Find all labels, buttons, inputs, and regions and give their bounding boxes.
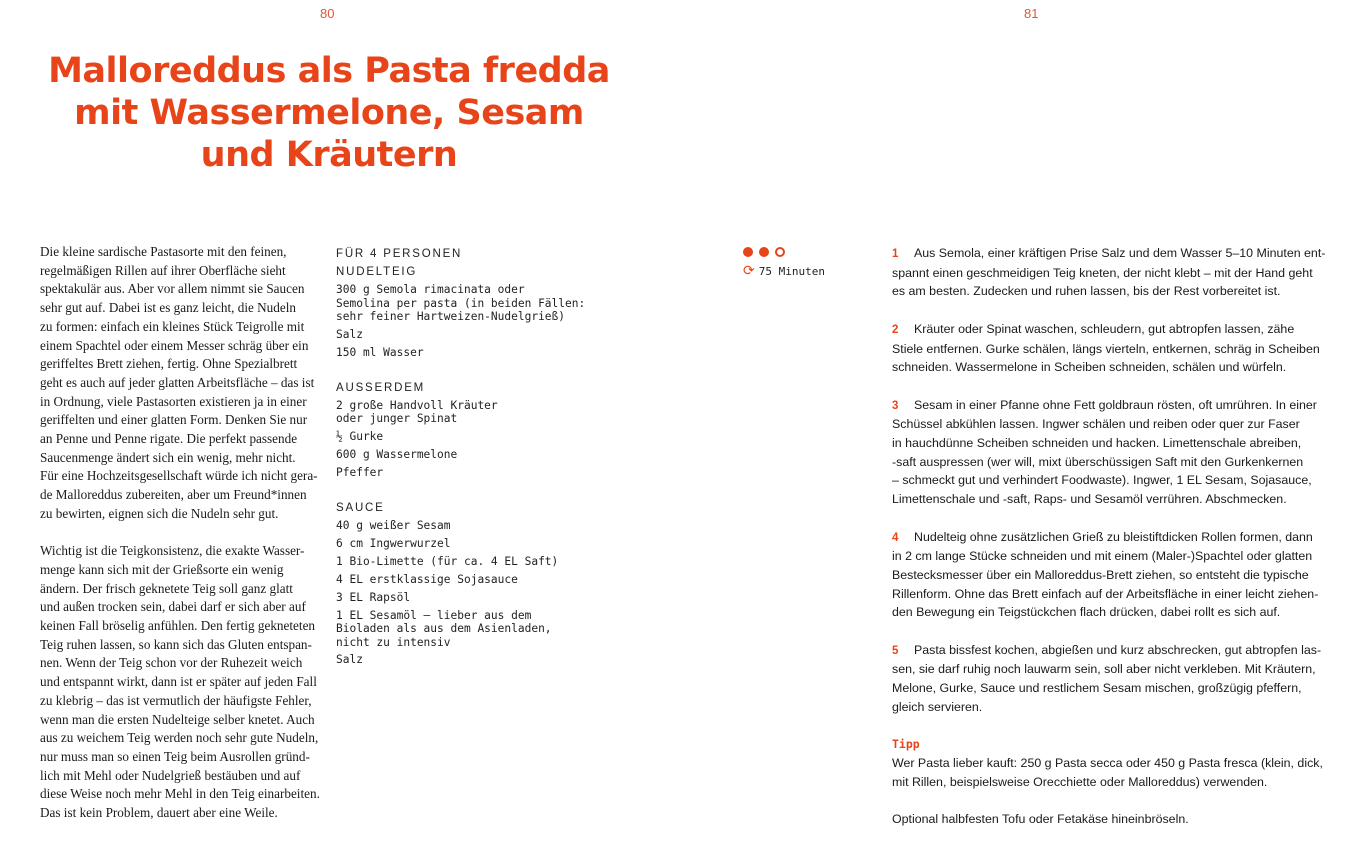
step-line: -saft auspressen (wer will, mixt überschüssigen Saft mit den Gurkenkernen xyxy=(892,454,1304,469)
text-line: und entspannt wirkt, dann ist er später auf jeden Fall xyxy=(40,674,317,690)
step-number: 2 xyxy=(892,323,899,336)
ingredient-item: 1 EL Sesamöl – lieber aus dem Bioladen als aus dem Asienladen, nicht zu intensiv xyxy=(336,608,552,649)
difficulty-dot-filled-icon xyxy=(759,247,769,257)
ingredient-item: ½ Gurke xyxy=(336,429,384,443)
ingredient-item: 3 EL Rapsöl xyxy=(336,590,411,604)
text-line: menge kann sich mit der Grießsorte ein wenig xyxy=(40,561,284,577)
step-line: schneiden. Wassermelone in Scheiben schneiden, schälen und würfeln. xyxy=(892,360,1287,375)
difficulty-rating xyxy=(743,247,785,257)
text-line: zu bewirten, eignen sich die Nudeln sehr gut. xyxy=(40,505,279,521)
text-line: geriffelten und einer glatten Form. Denken Sie nur xyxy=(40,412,308,428)
text-line: einem Spachtel oder einem Messer schräg über ein xyxy=(40,337,309,353)
recipe-title xyxy=(40,50,618,176)
step-number: 1 xyxy=(892,248,899,260)
step-line: 3 Sesam in einer Pfanne ohne Fett goldbraun rösten, oft umrühren. In einer xyxy=(892,396,1324,416)
text-line: de Malloreddus zubereiten, aber um Freund*innen xyxy=(40,487,307,503)
ingredient-item: 4 EL erstklassige Sojasauce xyxy=(336,572,518,586)
step-line: es am besten. Zudecken und ruhen lassen, bis der Rest vorbereitet ist. xyxy=(892,284,1281,299)
text-line: geriffeltes Brett ziehen, fertig. Ohne Spezialbrett xyxy=(40,356,298,372)
text-line: Saucenmenge ändert sich ein wenig, mehr nicht. xyxy=(40,449,296,465)
step-line: Melone, Gurke, Sauce und restlichem Sesam mischen, großzügig pfeffern, xyxy=(892,681,1302,696)
ingredient-item: Pfeffer xyxy=(336,465,384,479)
text-line: Teig ruhen lassen, so kann sich das Gluten entspan- xyxy=(40,636,312,652)
difficulty-dot-filled-icon xyxy=(743,247,753,257)
title-line: und Kräutern xyxy=(200,135,458,175)
tip-extra: Optional halbfesten Tofu oder Fetakäse hineinbröseln. xyxy=(892,812,1189,826)
step-item xyxy=(892,396,1324,509)
step-number: 4 xyxy=(892,531,899,544)
ingredient-item: Salz xyxy=(336,327,363,341)
text-line: spektakulär aus. Aber vor allem nimmt sie Saucen xyxy=(40,281,305,297)
step-line: 1 Aus Semola, einer kräftigen Prise Salz und dem Wasser 5–10 Minuten ent- xyxy=(892,244,1324,264)
page-number-left: 80 xyxy=(320,6,335,21)
text-line: keinen Fall bröselig anfühlen. Den fertig gekneteten xyxy=(40,618,316,634)
text-line: nen. Wenn der Teig schon vor der Ruhezeit weich xyxy=(40,655,303,671)
tip-text xyxy=(892,754,1324,791)
title-line: Malloreddus als Pasta fredda xyxy=(48,51,610,91)
step-line: Schüssel abkühlen lassen. Ingwer schälen und reiben oder quer zur Faser xyxy=(892,417,1300,432)
text-line: und außen trocken sein, dabei darf er sich aber auf xyxy=(40,599,306,615)
text-line: zu klebrig – das ist vermutlich der häufigste Fehler, xyxy=(40,692,312,708)
difficulty-dot-empty-icon xyxy=(775,247,785,257)
step-line: gleich servieren. xyxy=(892,699,983,714)
text-line: Wichtig ist die Teigkonsistenz, die exakte Wasser- xyxy=(40,543,305,559)
intro-paragraph-2 xyxy=(40,542,330,823)
step-line: Limettenschale und -saft, Raps- und Sesamöl verrühren. Abschmecken. xyxy=(892,492,1287,507)
clock-icon: ⟳ xyxy=(743,263,755,279)
step-line: – schmeckt gut und verhindert Foodwaste). Ingwer, 1 EL Sesam, Sojasauce, xyxy=(892,473,1312,488)
step-line: spannt einen geschmeidigen Teig kneten, der nicht klebt – mit der Hand geht xyxy=(892,265,1313,280)
ingredient-item: 1 Bio-Limette (für ca. 4 EL Saft) xyxy=(336,554,559,568)
tip-label: Tipp xyxy=(892,737,920,752)
step-number: 3 xyxy=(892,399,899,412)
intro-paragraph-1 xyxy=(40,243,330,524)
step-line: Rillenform. Ohne das Brett einfach auf der Arbeitsfläche in einer leicht ziehen- xyxy=(892,586,1319,601)
ingredients-list xyxy=(336,245,636,669)
text-line: diese Weise noch mehr Mehl in den Teig einarbeiten. xyxy=(40,786,320,802)
text-line: nur muss man so einen Teig beim Ausrollen gründ- xyxy=(40,748,310,764)
tip-line: Wer Pasta lieber kauft: 250 g Pasta secca oder 450 g Pasta fresca (klein, dick, xyxy=(892,755,1323,770)
text-line: regelmäßigen Rillen auf ihrer Oberfläche sieht xyxy=(40,262,286,278)
step-line: in 2 cm lange Stücke schneiden und mit einem (Maler-)Spachtel oder glatten xyxy=(892,549,1313,564)
text-line: ändern. Der frisch geknetete Teig soll ganz glatt xyxy=(40,580,293,596)
step-line: 4 Nudelteig ohne zusätzlichen Grieß zu bleistiftdicken Rollen formen, dann xyxy=(892,528,1324,548)
step-item xyxy=(892,641,1324,717)
text-line: an Penne und Penne rigate. Die perfekt passende xyxy=(40,431,298,447)
step-line: Bestecksmesser über ein Malloreddus-Brett ziehen, so entsteht die typische xyxy=(892,567,1309,582)
text-line: in Ordnung, viele Pastasorten existieren ja in einer xyxy=(40,393,307,409)
page-number-right: 81 xyxy=(1024,6,1039,21)
step-number: 5 xyxy=(892,644,899,657)
ingredient-item: 40 g weißer Sesam xyxy=(336,518,451,532)
text-line: lich mit Mehl oder Nudelgrieß bestäuben und auf xyxy=(40,767,301,783)
sauce-heading: SAUCE xyxy=(336,501,385,514)
cooking-time xyxy=(743,263,825,279)
servings-label: FÜR 4 PERSONEN xyxy=(336,248,463,260)
ingredient-item: 2 große Handvoll Kräuter oder junger Spinat xyxy=(336,398,498,425)
ingredient-item: 600 g Wassermelone xyxy=(336,447,458,461)
text-line: sehr gut auf. Dabei ist es ganz leicht, die Nudeln xyxy=(40,300,296,316)
cooking-time-value: 75 Minuten xyxy=(758,264,825,278)
text-line: geht es auch auf jeder glatten Arbeitsfläche – das ist xyxy=(40,374,315,390)
extras-heading: AUSSERDEM xyxy=(336,381,426,394)
text-line: Das ist kein Problem, dauert aber eine Weile. xyxy=(40,805,278,821)
step-item xyxy=(892,528,1324,623)
title-line: mit Wassermelone, Sesam xyxy=(74,93,584,133)
ingredient-item: 300 g Semola rimacinata oder Semolina per pasta (in beiden Fällen: sehr feiner Hartweizen-Nudelgrieß) xyxy=(336,283,586,323)
ingredient-item: Salz xyxy=(336,653,363,666)
step-line: den Bewegung ein Teigstückchen flach drücken, dabei rollt es sich auf. xyxy=(892,605,1281,620)
step-item xyxy=(892,320,1324,377)
tip-line: mit Rillen, beispielsweise Orecchiette oder Malloreddus) verwenden. xyxy=(892,774,1268,789)
step-item xyxy=(892,244,1324,301)
step-line: 5 Pasta bissfest kochen, abgießen und kurz abschrecken, gut abtropfen las- xyxy=(892,641,1324,661)
step-line: Stiele entfernen. Gurke schälen, längs vierteln, entkernen, schräg in Scheiben xyxy=(892,341,1320,356)
step-line: in hauchdünne Scheiben schneiden und hacken. Limettenschale abreiben, xyxy=(892,436,1302,450)
ingredient-item: 6 cm Ingwerwurzel xyxy=(336,536,451,550)
ingredient-item: 150 ml Wasser xyxy=(336,345,424,359)
text-line: wenn man die ersten Nudelteige selber knetet. Auch xyxy=(40,711,315,727)
instructions xyxy=(892,244,1324,829)
text-line: Für eine Hochzeitsgesellschaft würde ich nicht gera- xyxy=(40,468,318,484)
text-line: zu formen: einfach ein kleines Stück Teigrolle mit xyxy=(40,318,305,334)
intro-text xyxy=(40,243,330,841)
text-line: Die kleine sardische Pastasorte mit den feinen, xyxy=(40,244,287,259)
dough-heading: NUDELTEIG xyxy=(336,266,418,278)
step-line: 2 Kräuter oder Spinat waschen, schleudern, gut abtropfen lassen, zähe xyxy=(892,320,1324,340)
text-line: aus zu weichem Teig werden noch sehr gute Nudeln, xyxy=(40,730,319,746)
step-line: sen, sie darf ruhig noch lauwarm sein, soll aber nicht verkleben. Mit Kräutern, xyxy=(892,662,1316,677)
